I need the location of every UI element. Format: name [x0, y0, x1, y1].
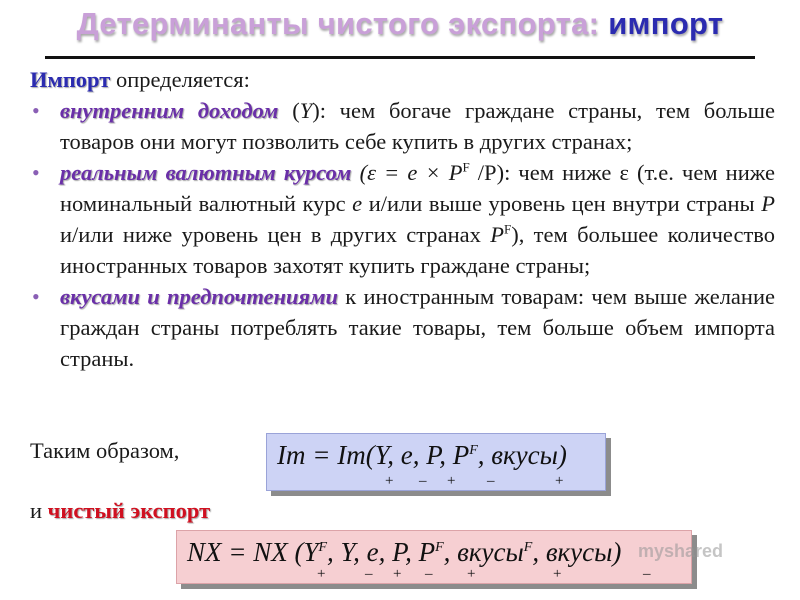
- title-part-2: импорт: [608, 6, 724, 41]
- import-function-tail: , вкусы): [477, 440, 567, 470]
- nx-tail: , вкусы): [532, 537, 622, 567]
- intro-line: [30, 64, 775, 95]
- net-prefix: и: [30, 498, 48, 523]
- nx-sup3: F: [523, 540, 533, 555]
- symbol-pf: P: [490, 222, 504, 247]
- symbol-p: P: [761, 191, 775, 216]
- net-export-keyword: чистый экспорт: [47, 498, 211, 523]
- symbol-e: e: [352, 191, 363, 216]
- nx-mid: , Y, e, P, P: [327, 537, 436, 567]
- keyword-income: внутренним доходом: [60, 98, 279, 123]
- sign-e: –: [419, 473, 427, 489]
- list-item-income: [30, 95, 775, 157]
- paren-open: (: [278, 98, 300, 123]
- net-export-signs: [177, 566, 691, 582]
- bullet-icon: •: [32, 98, 40, 123]
- formula-sup: F: [462, 159, 470, 175]
- thus-label: Таким образом,: [30, 438, 180, 463]
- import-signs: [267, 473, 605, 489]
- list-item-exchange-rate: [30, 157, 775, 281]
- item-text-income: ): чем богаче граждане страны, тем больше товаров они могут позволить себе купить в других странах;: [60, 98, 775, 154]
- import-function: [277, 440, 567, 471]
- nx-sup2: F: [435, 540, 444, 555]
- sign-p: –: [425, 566, 433, 582]
- title-underline: [45, 56, 755, 59]
- nx-text: NX = NX (Y: [187, 537, 319, 567]
- item-text-4: ), тем большее количество иностранных товаров захотят купить граждане страны;: [60, 222, 776, 278]
- net-export-line: [30, 498, 210, 524]
- title-part-1: Детерминанты чистого экспорта:: [76, 6, 600, 41]
- exchange-formula: (ε = e × P: [351, 160, 463, 185]
- slide-title: [0, 6, 800, 42]
- import-function-box: [266, 433, 606, 491]
- item-text-tastes: к иностранным товарам: чем выше желание граждан страны потреблять такие товары, тем больше объем импорта страны.: [60, 284, 775, 371]
- formula-end: /P): чем ниже ε (т.е. чем ниже номинальный валютный курс: [60, 160, 775, 216]
- item-text-3: и/или ниже уровень цен в других странах: [60, 222, 491, 247]
- sign-y: –: [365, 566, 373, 582]
- sign-y: +: [385, 473, 394, 489]
- nx-mid2: , вкусы: [443, 537, 524, 567]
- sign-tastes: +: [555, 473, 564, 489]
- sign-yf: +: [317, 566, 326, 582]
- symbol-y: Y: [299, 98, 313, 123]
- bullet-icon: •: [32, 160, 40, 185]
- list-item-tastes: [30, 281, 775, 374]
- sign-tastes: –: [643, 566, 651, 582]
- keyword-tastes: вкусами и предпочтениями: [60, 284, 339, 309]
- bullet-icon: •: [32, 284, 40, 309]
- sign-pf: –: [487, 473, 495, 489]
- sign-p: +: [447, 473, 456, 489]
- net-export-function: [187, 537, 621, 568]
- intro-text: определяется:: [110, 67, 250, 92]
- intro-keyword: Импорт: [30, 67, 111, 92]
- watermark-logo: myshared: [638, 541, 724, 561]
- sign-pf: +: [467, 566, 476, 582]
- net-export-function-box: [176, 530, 692, 584]
- import-function-text: Im = Im(Y, e, P, P: [277, 440, 470, 470]
- sign-e: +: [393, 566, 402, 582]
- import-function-sup: F: [469, 443, 478, 458]
- sign-tastes-f: +: [553, 566, 562, 582]
- item-text-2: и/или выше уровень цен внутри страны: [362, 191, 762, 216]
- nx-sup1: F: [318, 540, 328, 555]
- slide-body: [30, 64, 775, 374]
- symbol-pf-sup: F: [504, 221, 512, 237]
- keyword-exchange-rate: реальным валютным курсом: [60, 160, 352, 185]
